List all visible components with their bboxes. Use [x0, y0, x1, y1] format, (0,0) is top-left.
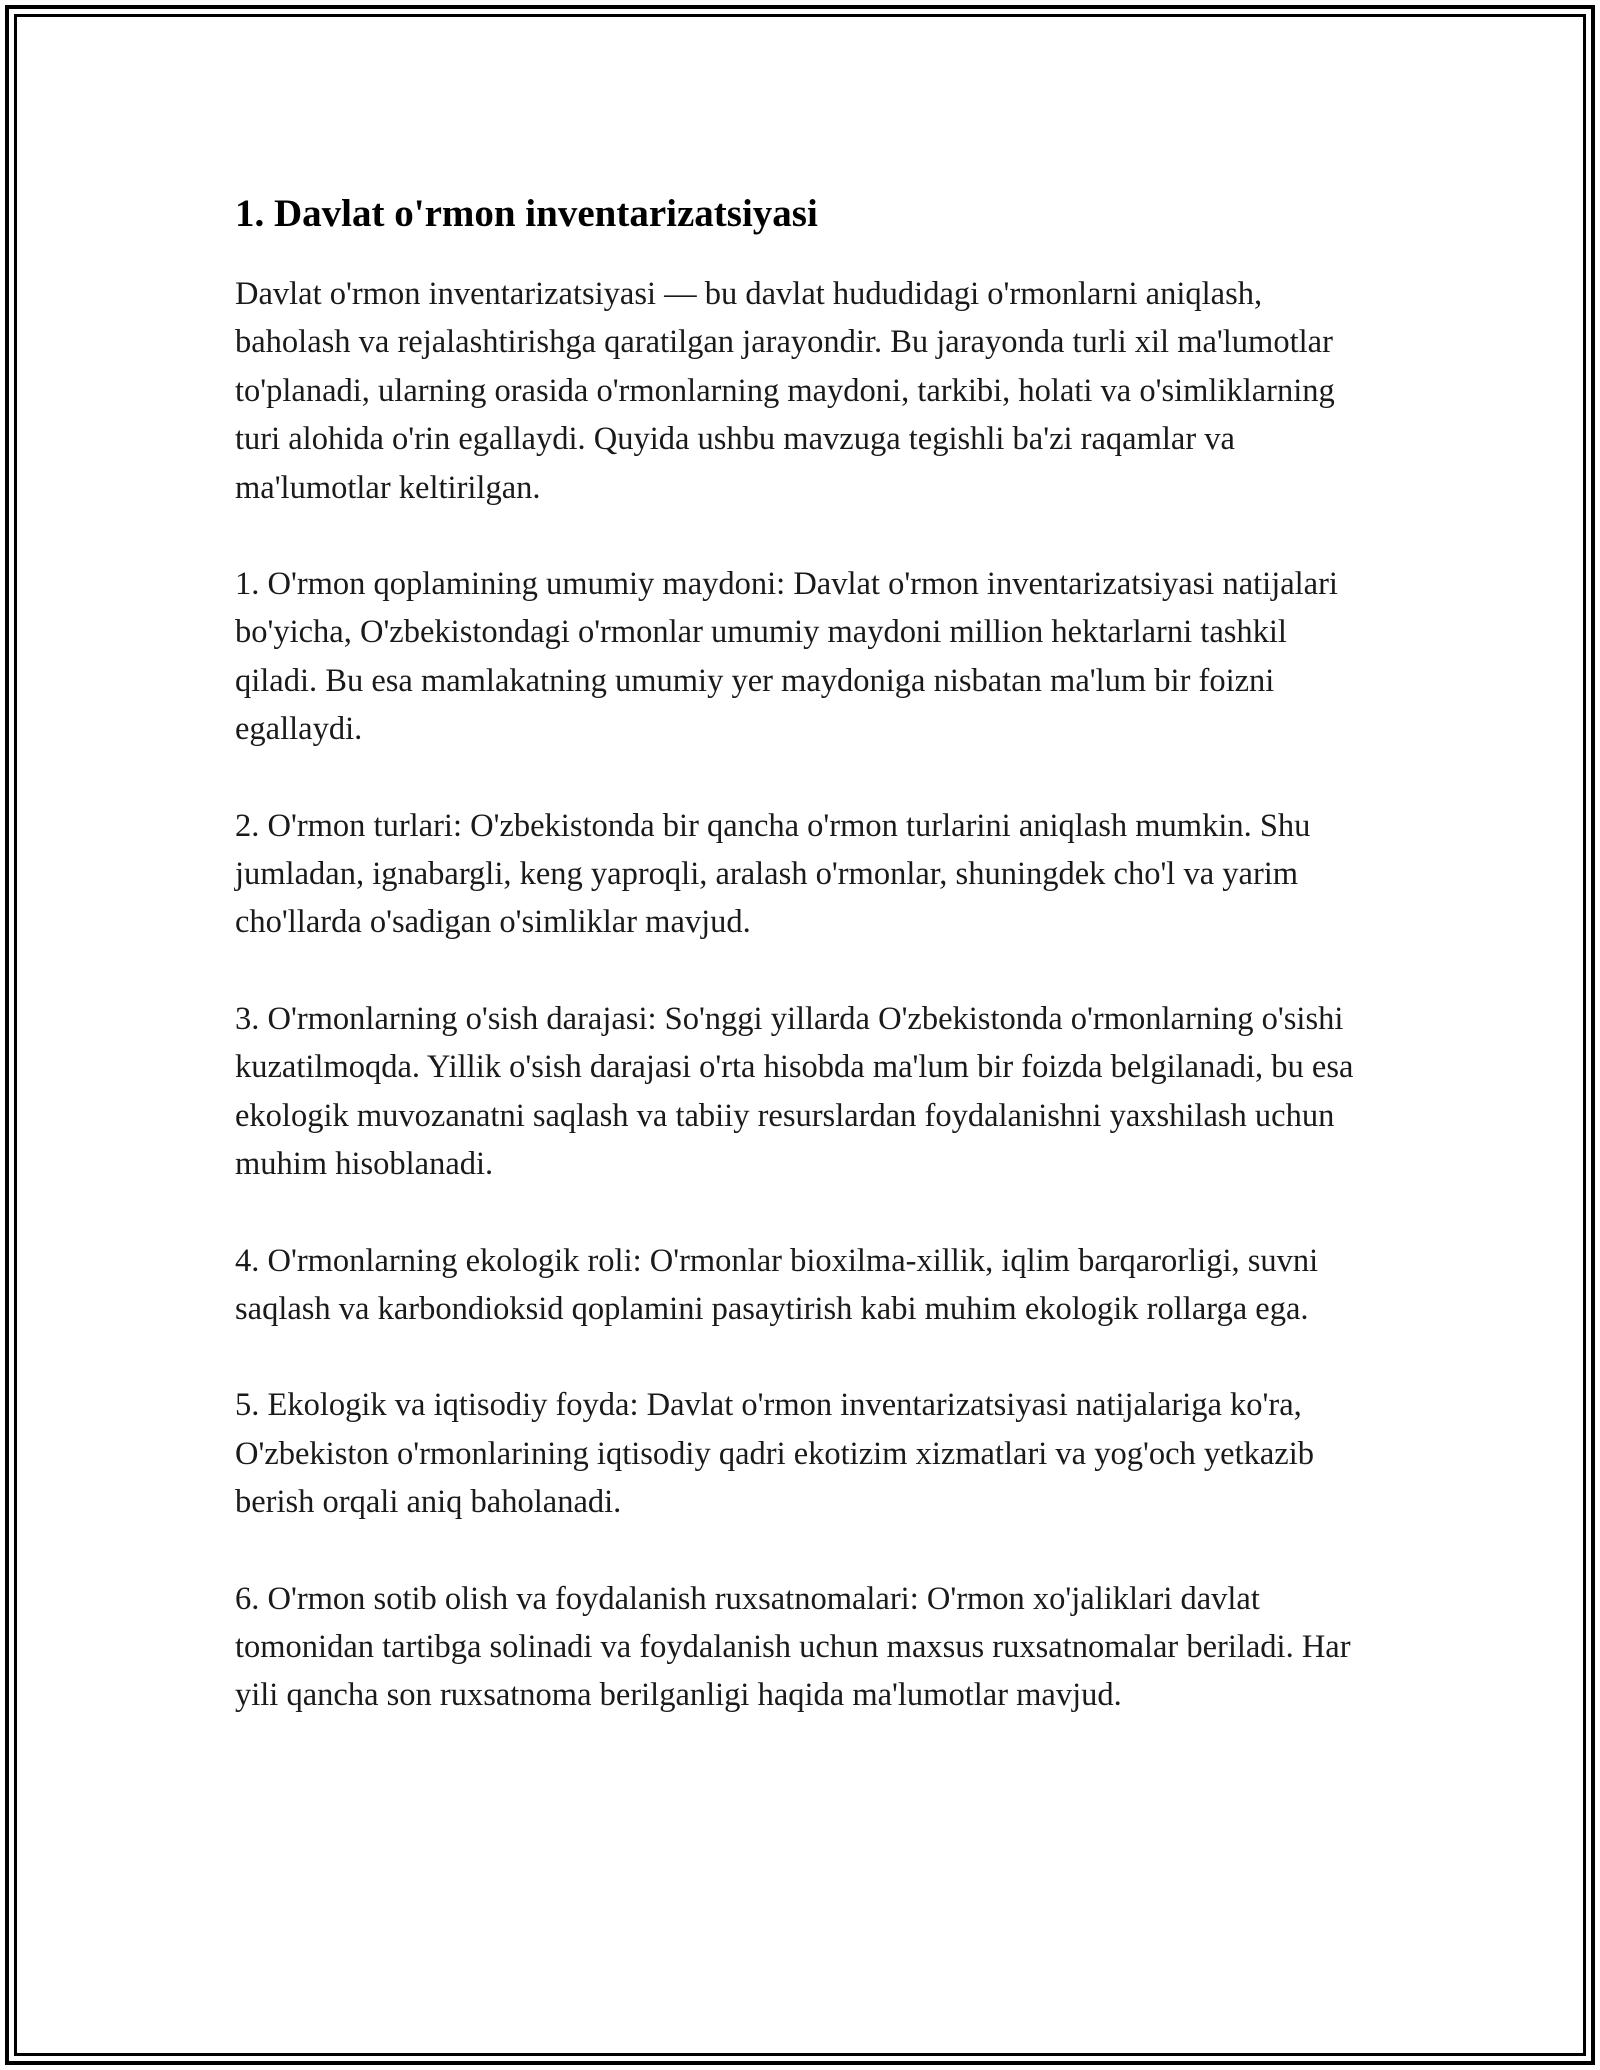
intro-paragraph: Davlat o'rmon inventarizatsiyasi — bu davlat hududidagi o'rmonlarni aniqlash, baholash va rejalashtirishga qaratilgan jarayondir. Bu jarayonda turli xil ma'lumotlar to'planadi, ularning orasida o'rmonlarning maydoni, tarkibi, holati va o'simliklarning turi alohida o'rin egallaydi. Quyida ushbu mavzuga tegishli ba'zi raqamlar va ma'lumotlar keltirilgan.	[235, 276, 1335, 506]
list-item: 2. O'rmon turlari: O'zbekistonda bir qancha o'rmon turlarini aniqlash mumkin. Shu jumladan, ignabargli, keng yaproqli, aralash o'rmonlar, shuningdek cho'l va yarim cho'llarda o'sadigan o'simliklar mavjud.	[235, 807, 1311, 941]
list-item: 4. O'rmonlarning ekologik roli: O'rmonlar bioxilma-xillik, iqlim barqarorligi, suvni saqlash va karbondioksid qoplamini pasaytirish kabi muhim ekologik rollarga ega.	[235, 1242, 1319, 1327]
list-item: 3. O'rmonlarning o'sish darajasi: So'nggi yillarda O'zbekistonda o'rmonlarning o'sishi kuzatilmoqda. Yillik o'sish darajasi o'rta hisobda ma'lum bir foizda belgilanadi, bu esa ekologik muvozanatni saqlash va tabiiy resurslardan foydalanishni yaxshilash uchun muhim hisoblanadi.	[235, 1000, 1354, 1183]
list-item: 5. Ekologik va iqtisodiy foyda: Davlat o'rmon inventarizatsiyasi natijalariga ko'ra, O'zbekiston o'rmonlarining iqtisodiy qadri ekotizim xizmatlari va yog'och yetkazib berish orqali aniq baholanadi.	[235, 1387, 1314, 1521]
document-title: 1. Davlat o'rmon inventarizatsiyasi	[235, 192, 818, 235]
list-item: 1. O'rmon qoplamining umumiy maydoni: Davlat o'rmon inventarizatsiyasi natijalari bo'yicha, O'zbekistondagi o'rmonlar umumiy maydoni million hektarlarni tashkil qiladi. Bu esa mamlakatning umumiy yer maydoniga nisbatan ma'lum bir foizni egallaydi.	[235, 566, 1338, 748]
document-body	[235, 188, 1365, 1768]
list-item: 6. O'rmon sotib olish va foydalanish ruxsatnomalari: O'rmon xo'jaliklari davlat tomonidan tartibga solinadi va foydalanish uchun maxsus ruxsatnomalar beriladi. Har yili qancha son ruxsatnoma berilganligi haqida ma'lumotlar mavjud.	[235, 1580, 1351, 1714]
